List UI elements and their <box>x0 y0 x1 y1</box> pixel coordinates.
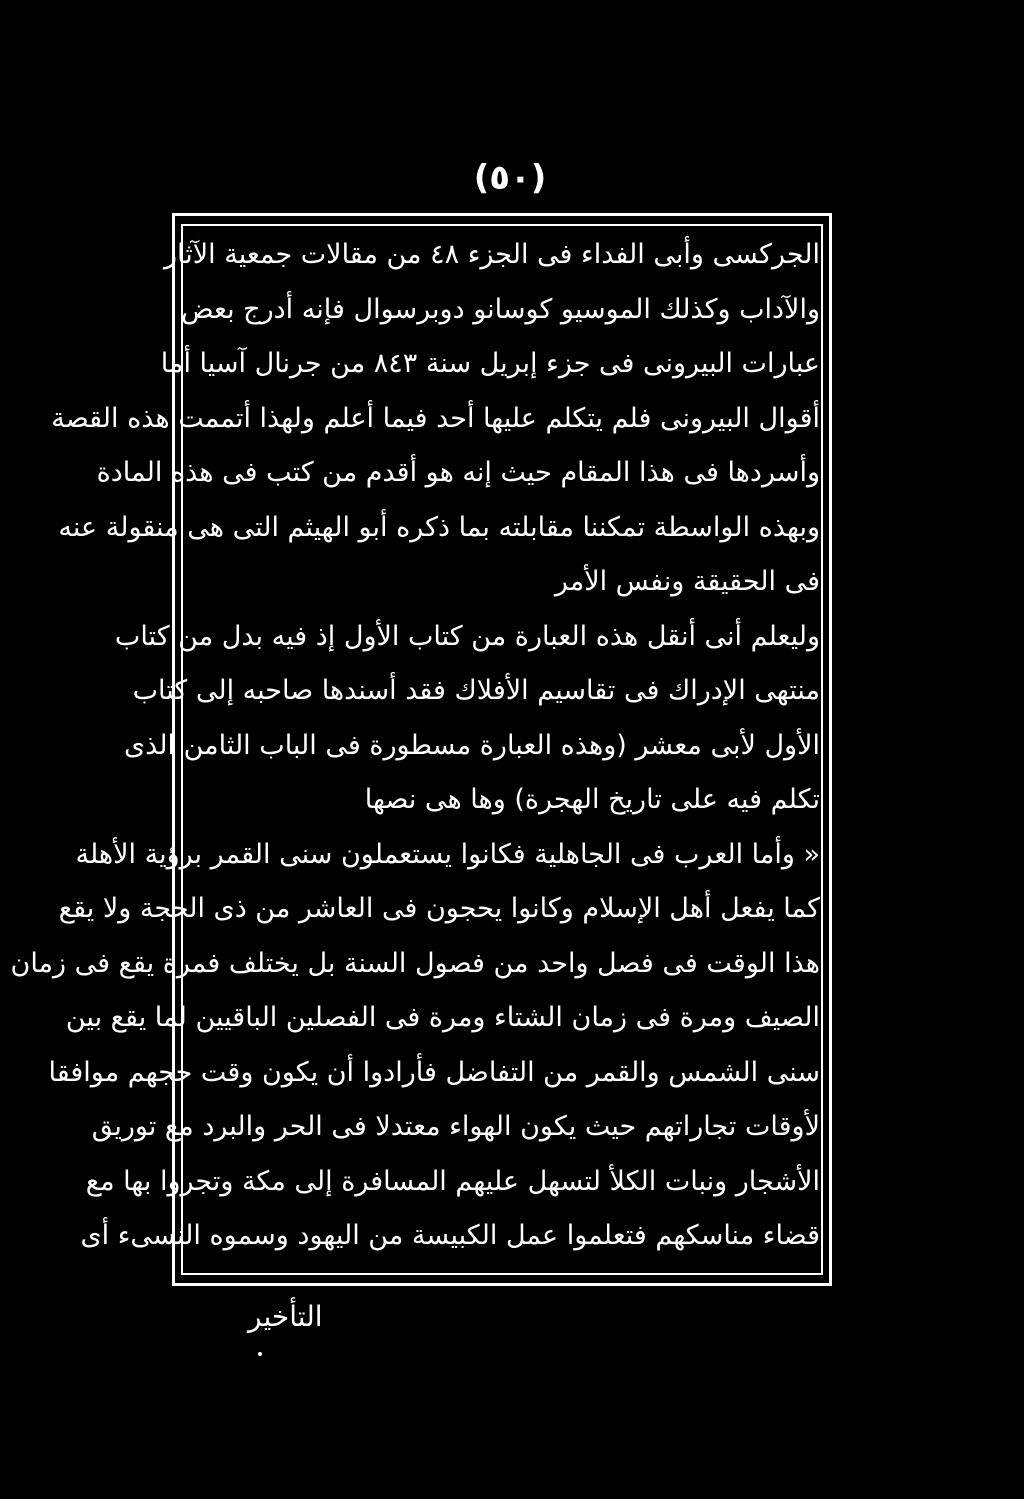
text-line: وبهذه الواسطة تمكننا مقابلته بما ذكره أبو الهيثم التى هى منقولة عنه <box>58 511 820 543</box>
page-number: (٥٠) <box>473 158 547 198</box>
text-line: الصيف ومرة فى زمان الشتاء ومرة فى الفصلين الباقيين لما يقع بين <box>65 1002 820 1033</box>
text-line: الجركسى وأبى الفداء فى الجزء ٤٨ من مقالات جمعية الآثار <box>163 239 820 270</box>
text-line: وليعلم أنى أنقل هذه العبارة من كتاب الأول إذ فيه بدل من كتاب <box>114 620 820 652</box>
text-line: الأول لأبى معشر (وهذه العبارة مسطورة فى الباب الثامن الذى <box>123 729 820 761</box>
text-line: الأشجار ونبات الكلأ لتسهل عليهم المسافرة إلى مكة وتجروا بها مع <box>85 1165 820 1197</box>
text-line: « وأما العرب فى الجاهلية فكانوا يستعملون سنى القمر برؤية الأهلة <box>75 838 820 870</box>
text-line: لأوقات تجاراتهم حيث يكون الهواء معتدلا فى الحر والبرد مع توريق <box>91 1111 820 1142</box>
text-line: والآداب وكذلك الموسيو كوسانو دوبرسوال فإنه أدرج بعض <box>180 293 820 325</box>
text-line: تكلم فيه على تاريخ الهجرة) وها هى نصها <box>364 784 820 815</box>
text-line: سنى الشمس والقمر من التفاضل فأرادوا أن يكون وقت حجهم موافقا <box>48 1056 820 1088</box>
text-line: منتهى الإدراك فى تقاسيم الأفلاك فقد أسندها صاحبه إلى كتاب <box>132 675 820 706</box>
text-line: عبارات البيرونى فى جزء إبريل سنة ٨٤٣ من جرنال آسيا أما <box>160 348 820 379</box>
catchword: التأخير <box>248 1300 323 1333</box>
ink-dot <box>258 1352 262 1356</box>
text-line: قضاء مناسكهم فتعلموا عمل الكبيسة من اليهود وسموه النسىء أى <box>80 1220 820 1251</box>
text-line: هذا الوقت فى فصل واحد من فصول السنة بل يختلف فمرة يقع فى زمان <box>10 947 820 979</box>
text-line: وأسردها فى هذا المقام حيث إنه هو أقدم من كتب فى هذه المادة <box>96 457 820 488</box>
text-line: فى الحقيقة ونفس الأمر <box>554 566 820 597</box>
page-text-block <box>10 228 820 1264</box>
text-line: كما يفعل أهل الإسلام وكانوا يحجون فى العاشر من ذى الحجة ولا يقع <box>58 893 820 924</box>
text-line: أقوال البيرونى فلم يتكلم عليها أحد فيما أعلم ولهذا أتممت هذه القصة <box>51 402 820 434</box>
